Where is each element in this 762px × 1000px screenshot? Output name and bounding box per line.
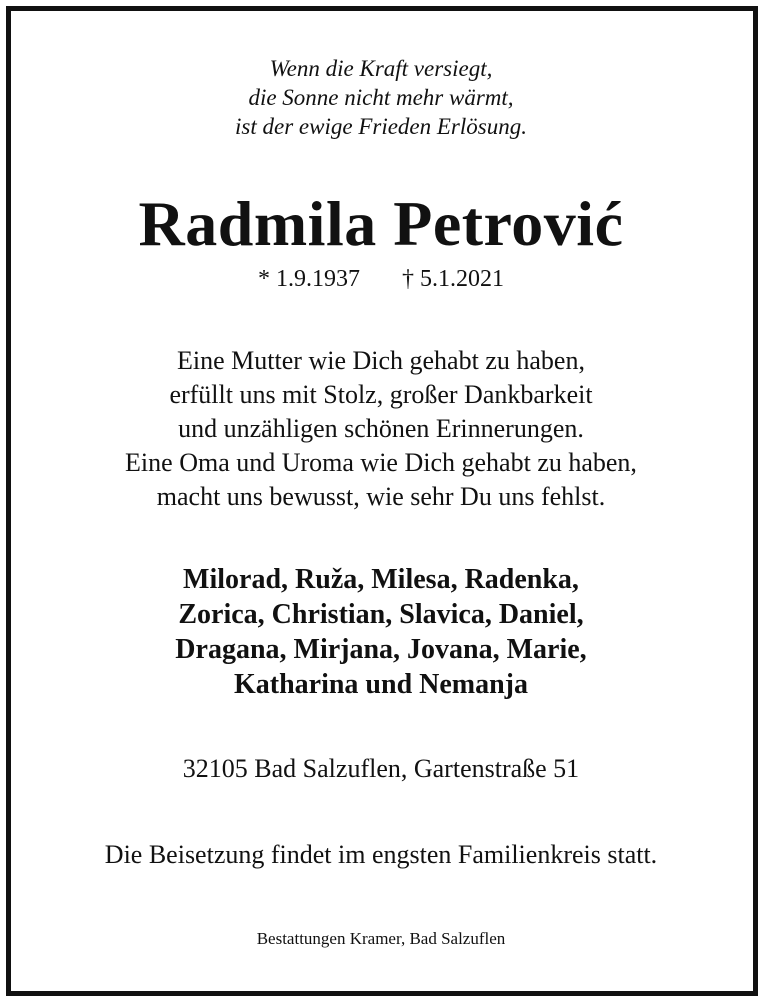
motto-line: ist der ewige Frieden Erlösung. — [235, 114, 527, 139]
deceased-name: Radmila Petrović — [138, 188, 624, 259]
life-dates — [0, 264, 762, 294]
verse-line: und unzähligen schönen Erinnerungen. — [178, 414, 584, 443]
verse-line: macht uns bewusst, wie sehr Du uns fehlst. — [156, 482, 606, 511]
mourners-line: Milorad, Ruža, Milesa, Radenka, — [183, 564, 579, 595]
mourners-line: Katharina und Nemanja — [233, 669, 529, 700]
family-verse — [0, 344, 762, 514]
funeral-notice: Die Beisetzung findet im engsten Familienkreis statt. — [104, 840, 658, 869]
birth-date: * 1.9.1937 — [258, 266, 360, 292]
family-address: 32105 Bad Salzuflen, Gartenstraße 51 — [182, 754, 580, 783]
mourners-line: Zorica, Christian, Slavica, Daniel, — [178, 599, 584, 630]
mourners-list — [0, 562, 762, 702]
motto-verse — [0, 54, 762, 141]
motto-line: die Sonne nicht mehr wärmt, — [248, 85, 514, 110]
undertaker-credit: Bestattungen Kramer, Bad Salzuflen — [256, 929, 506, 948]
verse-line: erfüllt uns mit Stolz, großer Dankbarkeit — [169, 380, 593, 409]
verse-line: Eine Oma und Uroma wie Dich gehabt zu haben, — [125, 448, 637, 477]
mourners-line: Dragana, Mirjana, Jovana, Marie, — [175, 634, 587, 665]
verse-line: Eine Mutter wie Dich gehabt zu haben, — [177, 346, 585, 375]
death-date: † 5.1.2021 — [402, 266, 504, 292]
motto-line: Wenn die Kraft versiegt, — [269, 56, 493, 81]
